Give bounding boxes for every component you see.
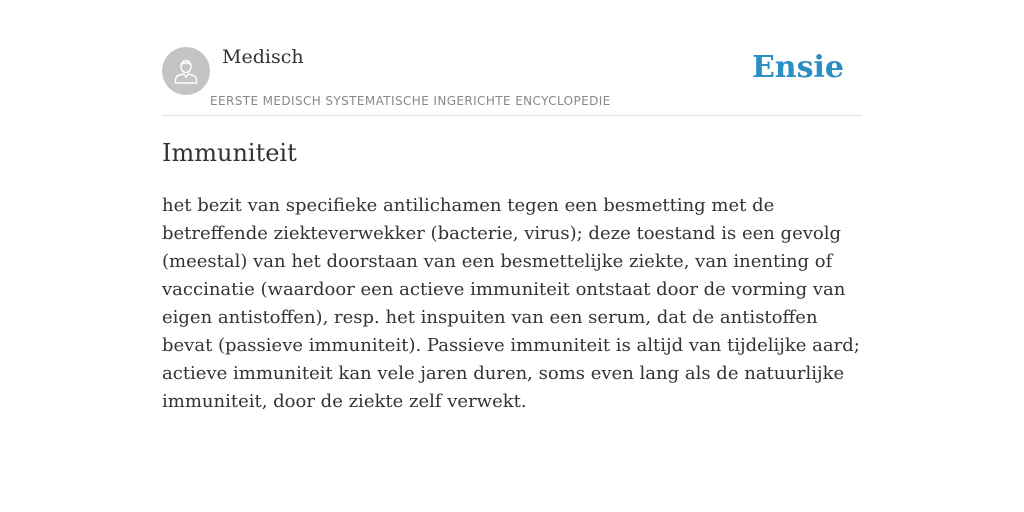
author-name[interactable]: Medisch: [222, 46, 304, 68]
user-icon: [171, 56, 201, 86]
entry-title: Immuniteit: [162, 139, 297, 167]
header: [162, 0, 862, 116]
brand-logo[interactable]: Ensie: [751, 50, 844, 85]
avatar[interactable]: [162, 47, 210, 95]
page: [162, 0, 862, 512]
author-subtitle: EERSTE MEDISCH SYSTEMATISCHE INGERICHTE ENCYCLOPEDIE: [210, 94, 611, 108]
entry-body: het bezit van specifieke antilichamen tegen een besmetting met de betreffende ziekteverwekker (bacterie, virus); deze toestand is een gevolg (meestal) van het doorstaan van een besmettelijke ziekte, van inenting of vaccinatie (waardoor een actieve immuniteit ontstaat door de vorming van eigen antistoffen), resp. het inspuiten van een serum, dat de antistoffen bevat (passieve immuniteit). Passieve immuniteit is altijd van tijdelijke aard; actieve immuniteit kan vele jaren duren, soms even lang als de natuurlijke immuniteit, door de ziekte zelf verwekt.: [162, 195, 860, 412]
